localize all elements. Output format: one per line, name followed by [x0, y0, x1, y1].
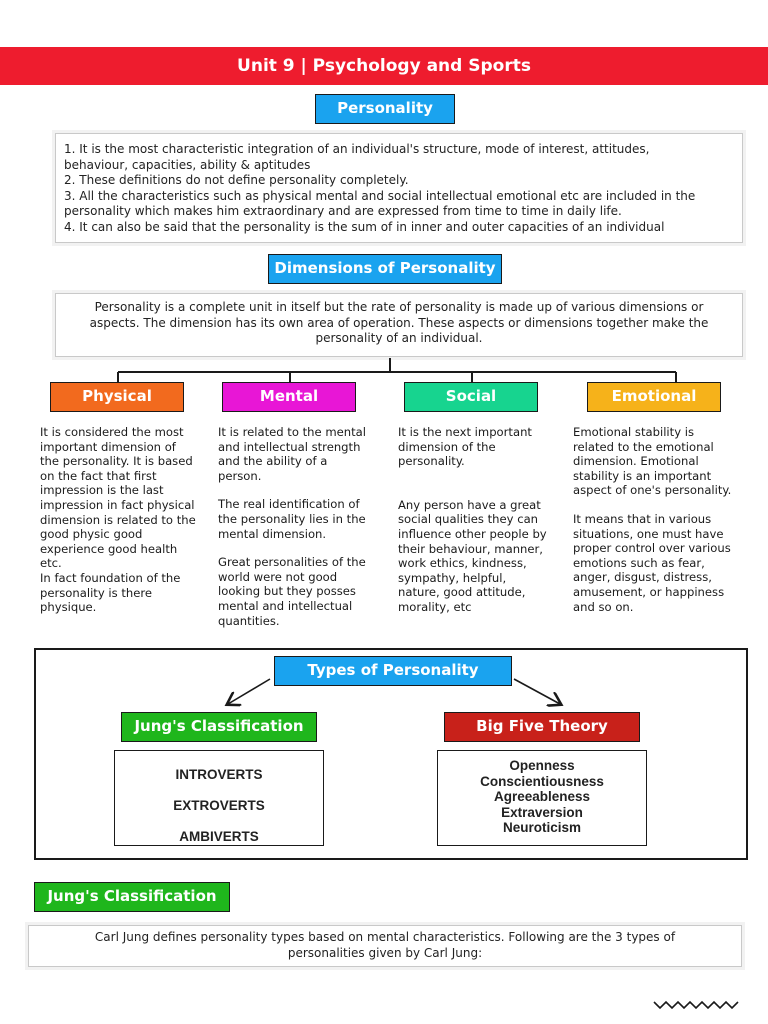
- jung-section-line: Carl Jung defines personality types based on mental characteristics. Following are the 3 types of: [94, 930, 676, 944]
- jung-section-text-box: [28, 925, 742, 967]
- personality-point-line: behaviour, capacities, ability & aptitudes: [64, 157, 311, 172]
- dimensions-intro-line: aspects. The dimension has its own area of operation. These aspects or dimensions together make the: [89, 315, 709, 330]
- types-arrows: [0, 640, 768, 720]
- physical-description: [40, 425, 196, 629]
- dimensions-intro-line: personality of an individual.: [315, 331, 483, 345]
- personality-point-line: 1. It is the most characteristic integration of an individual's structure, mode of interest, attitudes,: [64, 142, 650, 156]
- big-five-trait-item: Openness: [509, 758, 575, 773]
- dimension-tag-social: Social: [404, 382, 538, 412]
- personality-point-line: 4. It can also be said that the personality is the sum of in inner and outer capacities of an individual: [64, 219, 665, 234]
- big-five-trait-item: Conscientiousness: [480, 773, 604, 789]
- dimensions-heading: Dimensions of Personality: [268, 254, 502, 284]
- dimension-tag-emotional: Emotional: [587, 382, 721, 412]
- mental-paragraph: It is related to the mental and intellectual strength and the ability of a person.: [218, 425, 366, 483]
- big-five-trait-item: Agreeableness: [493, 789, 591, 805]
- jung-classification-tag: Jung's Classification: [121, 712, 317, 742]
- social-paragraph: It is the next important dimension of the personality.: [398, 425, 532, 469]
- dimension-tag-mental: Mental: [222, 382, 356, 412]
- personality-point-line: 3. All the characteristics such as physical mental and social intellectual emotional etc are included in the: [64, 188, 696, 203]
- jung-type-item: EXTROVERTS: [173, 798, 265, 813]
- big-five-theory-tag: Big Five Theory: [444, 712, 640, 742]
- big-five-trait-item: Extraversion: [501, 804, 583, 820]
- mental-description: [218, 425, 372, 642]
- emotional-paragraph: It means that in various situations, one must have proper control over various emotions such as fear, anger, disgust, distress, amusement, or happiness and so on.: [573, 511, 731, 614]
- page-title: Unit 9 | Psychology and Sports: [237, 56, 531, 76]
- physical-paragraph: It is considered the most important dimension of the personality. It is based on the fact that first impression is the last impression in fact physical dimension is related to the good physic good experience good health etc.: [40, 425, 196, 571]
- physical-paragraph: In fact foundation of the personality is there physique.: [40, 570, 181, 615]
- jung-section-heading: Jung's Classification: [34, 882, 230, 912]
- personality-point-line: personality which makes him extraordinary and are expressed from time to time in daily life.: [64, 204, 622, 218]
- jung-type-item: INTROVERTS: [175, 767, 263, 782]
- social-description: [398, 425, 550, 629]
- mental-paragraph: Great personalities of the world were not good looking but they posses mental and intellectual quantities.: [218, 555, 366, 628]
- decorative-squiggle-icon: [652, 998, 744, 1012]
- mental-paragraph: The real identification of the personality lies in the mental dimension.: [218, 497, 366, 541]
- emotional-description: [573, 425, 733, 628]
- dimensions-intro-line: Personality is a complete unit in itself but the rate of personality is made up of various dimensions or: [94, 300, 704, 314]
- personality-point-line: 2. These definitions do not define personality completely.: [64, 173, 409, 187]
- personality-heading: Personality: [315, 94, 455, 124]
- jung-type-item: AMBIVERTS: [179, 829, 259, 844]
- types-heading: Types of Personality: [274, 656, 512, 686]
- big-five-traits-box: [437, 750, 647, 846]
- jung-types-box: [114, 750, 324, 846]
- social-paragraph: Any person have a great social qualities they can influence other people by their behaviour, manner, work ethics, kindness, sympathy, helpful, nature, good attitude, morality, etc: [398, 497, 547, 614]
- jung-section-line: personalities given by Carl Jung:: [287, 945, 483, 960]
- dimension-connector-lines: [0, 0, 768, 400]
- big-five-trait-item: Neuroticism: [502, 820, 582, 836]
- emotional-paragraph: Emotional stability is related to the emotional dimension. Emotional stability is an important aspect of one's personality.: [573, 425, 732, 498]
- dimension-tag-physical: Physical: [50, 382, 184, 412]
